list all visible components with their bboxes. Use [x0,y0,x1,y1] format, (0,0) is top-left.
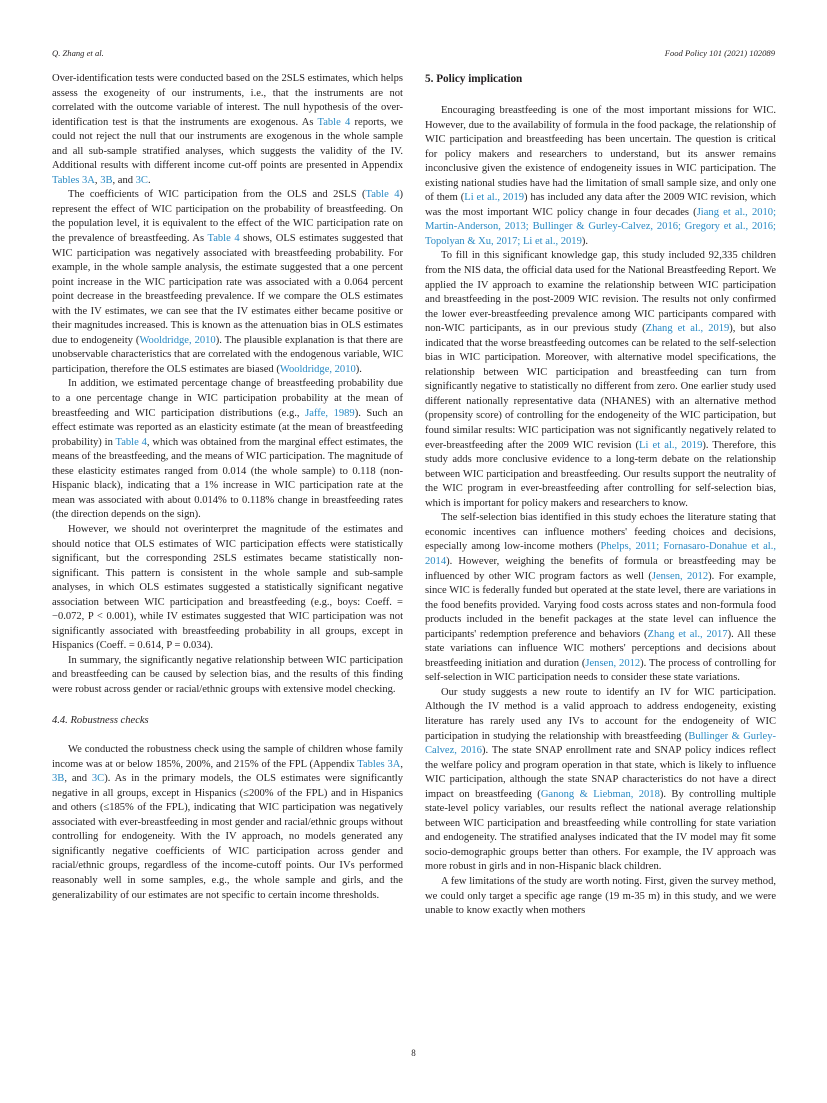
text: To fill in this significant knowledge gap, this study included 92,335 children from the NIS data, the official data used for the National Breastfeeding Report. We applied the IV approach to examine the relationship between WIC participation and breastfeeding in the post-2009 WIC revision. The results not only confirmed the lower ever-breastfeeding prevalence among WIC participants compared with non-WIC participants, as in our previous study ( [425,250,776,335]
table-link[interactable]: 3C [91,773,105,785]
text: . [147,174,151,186]
citation-link[interactable]: Jensen, 2012 [651,570,709,582]
table-link[interactable]: 3B [52,773,65,785]
running-head-authors: Q. Zhang et al. [52,48,104,58]
citation-link[interactable]: Zhang et al., 2019 [645,323,730,335]
citation-link[interactable]: Phelps, 2011; Fornasaro-Donahue et al., 2014 [425,541,776,567]
text: ) represent the effect of WIC participation on the probability of breastfeeding. On the population level, it is equivalent to the effect of the WIC participation rate on the prevalence of breastfeeding. As [52,189,403,245]
subsection-heading: 4.4. Robustness checks [52,714,149,726]
paragraph [425,104,776,249]
paragraph [52,377,403,522]
page-number: 8 [411,1048,416,1058]
running-head [52,48,775,58]
running-head-journal: Food Policy 101 (2021) 102089 [664,48,775,58]
text: , and [64,773,92,785]
text: ). [355,363,362,375]
text: ). The plausible explanation is that there are unobservable characteristics that are correlated with the endogenous variable, WIC participation, therefore the OLS estimates are biased ( [52,334,403,375]
text: ). For example, since WIC is federally funded but operated at the state level, there are variations in the food benefits provided. Varying food costs across states and non-formula food products included in the benefit packages at the state level can influence the participants' redemption preference and behaviors ( [425,570,776,640]
paragraph [52,188,403,377]
table-link[interactable]: Tables 3A [357,758,401,770]
table-link[interactable]: Table 4 [365,189,400,201]
right-column [425,72,776,919]
paragraph [425,686,776,875]
text: ). All these state variations can influence WIC mothers' perceptions and decisions about breastfeeding initiation and duration ( [425,628,776,669]
table-link[interactable]: Table 4 [207,233,240,245]
text: ). However, weighing the benefits of formula or breastfeeding may be influenced by other WIC program factors as well ( [425,555,776,582]
text: ). [581,235,589,247]
paragraph [425,249,776,511]
text: shows, OLS estimates suggested that WIC participation was negatively associated with breastfeeding probability. For example, in the whole sample analysis, the estimate suggested that a one percent point increase in the WIC participation rate was associated with a 0.064 percent point decrease in the breastfeeding prevalence. If we compare the OLS estimates with the IV estimates, we can see that the IV estimates either became positive or their magnitudes increased. This is known as the attenuation bias in OLS estimates due to endogeneity ( [52,233,403,346]
text: ). The process of controlling for self-selection in WIC participation needs to consider these state variations. [425,657,776,684]
citation-link[interactable]: Li et al., 2019 [639,439,703,451]
text: The coefficients of WIC participation from the OLS and 2SLS ( [68,189,366,201]
text: ) has included any data after the 2009 WIC revision, which was the most important WIC policy change in four decades ( [425,192,776,218]
table-link[interactable]: 3C [135,174,148,186]
text: ). As in the primary models, the OLS estimates were significantly negative in all groups, except in Hispanics (≤200% of the FPL) and in Hispanics and others (≤185% of the FPL), indicating that WIC participation was negatively associated with ever-breastfeeding in most gender and racial/ethnic groups without controlling for endogeneity. With the IV approach, no models generated any significantly negative coefficients of WIC participation across gender and racial/ethnic groups, regardless of the income-cutoff points. Our IVs performed reasonably well in some samples, e.g., the whole sample and girls, and the generalizability of our estimates are not specific to certain income thresholds. [52,773,403,901]
citation-link[interactable]: Li et al., 2019 [464,192,525,204]
text: The self-selection bias identified in this study echoes the literature stating that economic incentives can influence mothers' feeding choices and decisions, especially among low-income mothers ( [425,512,776,553]
text: Over-identification tests were conducted based on the 2SLS estimates, which helps assess the exogeneity of our instruments, i.e., that the instruments are not correlated with the outcome variable of interest. The null hypothesis of the over-identification test is that the instruments are exogenous. As [52,73,403,128]
table-link[interactable]: Table 4 [115,436,147,448]
paragraph: A few limitations of the study are worth noting. First, given the survey method, we could only target a specific age range (19 m-35 m) in this study, and we were unable to know exactly when mothers [425,875,776,917]
text: ). By controlling multiple state-level policy variables, our results reflect the national average relationship between WIC participation and breastfeeding while controlling for state variation and endogeneity. The stratified analyses indicated that the IV model may fit some socio-demographic groups better than others. For example, the IV approach was more robust in girls and in non-Hispanic black children. [425,788,776,873]
paragraph: In summary, the significantly negative relationship between WIC participation and breastfeeding can be caused by selection bias, and the results of this finding were robust across gender or racial/ethnic groups with extensive model checking. [52,654,403,695]
text: ), but also indicated that the worse breastfeeding outcomes can be related to the self-selection bias in WIC participation. Moreover, with alternative model specifications, the relationship between WIC participation and breastfeeding can turn from significantly negative to statistically no different from zero. One earlier study used different nationally representative data (NHANES) with an alternative method (propensity score) of controlling for the endogeneity of the WIC participation, but found similar results: WIC participation was not significantly negatively related to ever-breastfeeding after the 2009 WIC revision ( [425,323,776,451]
text: Encouraging breastfeeding is one of the most important missions for WIC. However, due to the availability of formula in the food package, the relationship of WIC participation and breastfeeding has been uncertain. The question is critical for policy makers and researchers to understand, but its answer remains inconclusive given the existence of endogeneity issues in WIC participation. The existing national studies have had the limitation of small sample size, and only one of them ( [425,105,776,204]
text: ). Such an effect estimate was reported as an elasticity estimate (at the mean of breastfeeding probability) in [52,407,403,448]
text: , which was obtained from the marginal effect estimates, the means of the breastfeeding, and the means of WIC participation. The magnitude of these elasticity estimates ranged from 0.014 (the whole sample) to 0.118 (non-Hispanic black), indicating that a 1% increase in WIC participation rate at the mean was associated with about 0.014% to 0.118% change in breastfeeding rates (the direction depends on the sign). [52,436,403,521]
table-link[interactable]: 3B [100,174,113,186]
citation-link[interactable]: Bullinger & Gurley-Calvez, 2016 [425,730,776,757]
paragraph [52,72,403,188]
paragraph [425,511,776,686]
citation-link[interactable]: Ganong & Liebman, 2018 [540,788,660,800]
text: reports, we could not reject the null that our instruments are exogenous in the whole sample and all sub-sample stratified analyses, which suggests the validity of the IV. Additional results with different income cut-off points are presented in Appendix [52,116,403,172]
text: Our study suggests a new route to identify an IV for WIC participation. Although the IV method is a valid approach to address endogeneity, existing literature has rarely used any IVs to account for the endogeneity of WIC participation in studying the relationship with breastfeeding ( [425,686,776,742]
citation-link[interactable]: Zhang et al., 2017 [647,628,728,640]
text: ). The state SNAP enrollment rate and SNAP policy indices reflect the welfare policy and program operation in that state, which is likely to influence WIC participation, although the state SNAP characteristics do not have a direct impact on breastfeeding ( [425,745,776,800]
citation-link[interactable]: Jaffe, 1989 [305,407,355,419]
text: , [94,174,101,186]
table-link[interactable]: Table 4 [317,116,351,128]
paragraph [52,743,403,903]
text: , [400,758,403,770]
table-link[interactable]: Tables 3A [52,174,95,186]
citation-link[interactable]: Wooldridge, 2010 [279,363,356,375]
paragraph: However, we should not overinterpret the magnitude of the estimates and should notice that OLS estimates of WIC participation effects were statistically significant, but the corresponding 2SLS estimates became statistically non-significant. This pattern is consistent in the whole sample and sub-sample analyses, in which OLS estimates suggested a statistically significant negative association between WIC participation and breastfeeding (e.g., boys: Coeff. = −0.072, P < 0.001), while IV estimates suggested that WIC participation was not significantly associated with breastfeeding probability in all groups, except in Hispanics (Coeff. = 0.614, P = 0.034). [52,523,403,652]
section-heading: 5. Policy implication [425,73,523,85]
citation-link[interactable]: Jiang et al., 2010; Martin-Anderson, 2013; Bullinger & Gurley-Calvez, 2016; Gregory et al., 2016; Topolyan & Xu, 2017; Li et al., 2019 [425,206,776,247]
text: We conducted the robustness check using the sample of children whose family income was at or below 185%, 200%, and 215% of the FPL (Appendix [52,744,403,770]
text: In addition, we estimated percentage change of breastfeeding probability due to a one percentage change in WIC participation probability at the mean of breastfeeding and WIC participation distributions (e.g., [52,378,403,419]
text: , and [112,174,136,186]
citation-link[interactable]: Jensen, 2012 [585,657,641,669]
text: ). Therefore, this study adds more conclusive evidence to a long-term debate on the relationship between WIC participation and breastfeeding. Our results support the neutrality of the WIC program in ever-breastfeeding after controlling for self-selection bias, which is important for policy makers and researchers to know. [425,439,776,509]
citation-link[interactable]: Wooldridge, 2010 [139,334,216,346]
left-column [52,72,403,903]
